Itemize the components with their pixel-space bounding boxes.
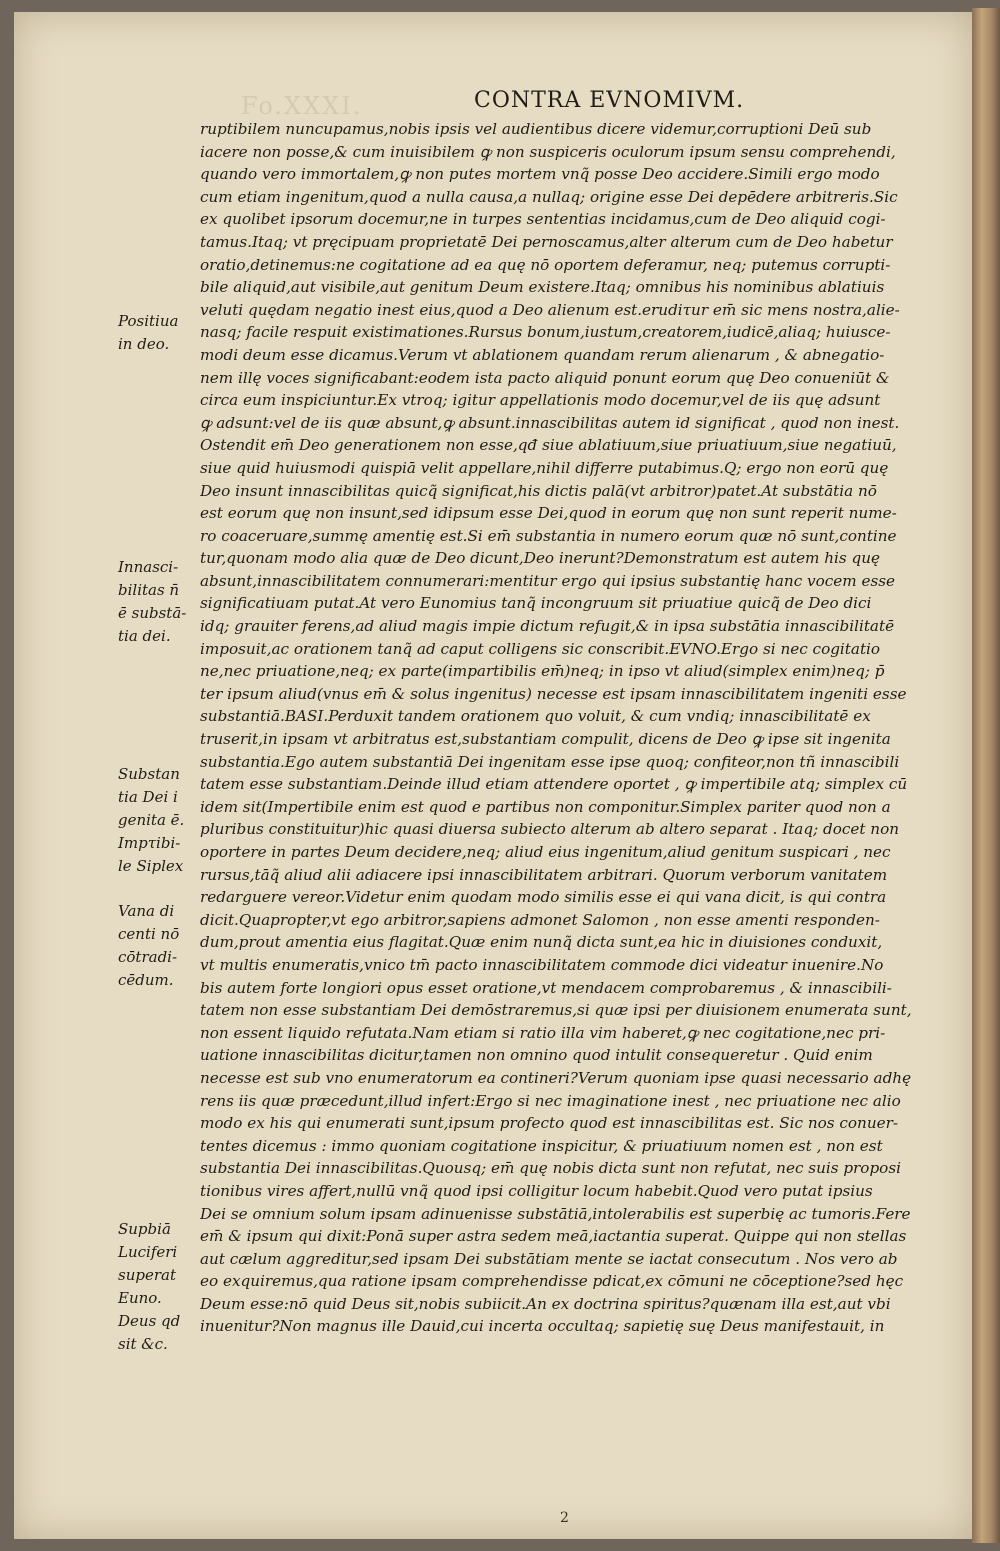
text-line: modi deum esse dicamus.Verum vt ablationem quandam rerum alienarum , & abnegatio-: [200, 345, 885, 364]
text-line: dum,prout amentia eius flagitat.Quæ enim nunq̃ dicta sunt,ea hic in diuisiones conduxit,: [200, 933, 883, 952]
marginal-note-line: in deo.: [118, 335, 170, 353]
marginal-note-line: Luciferi: [118, 1243, 178, 1261]
show-through-folio: Fo.XXXI.: [241, 92, 363, 120]
marginal-note-innascibilitas: [118, 556, 210, 648]
text-line: substantia.Ego autem substantiā Dei ingenitam esse ipse quoq; confiteor,non tñ innascibili: [200, 752, 900, 771]
text-line: tatem esse substantiam.Deinde illud etiam attendere oportet , ꝙ impertibile atq; simplex cū: [200, 775, 908, 794]
text-line: circa eum inspiciuntur.Ex vtroq; igitur appellationis modo docemur,vel de iis quę adsunt: [200, 391, 881, 410]
text-line: ter ipsum aliud(vnus em̄ & solus ingenitus) necesse est ipsam innascibilitatem ingeniti esse: [200, 684, 907, 703]
text-line: uatione innascibilitas dicitur,tamen non omnino quod intulit consequeretur . Quid enim: [200, 1046, 873, 1065]
marginal-note-line: centi nō: [118, 925, 180, 943]
text-line: inuenitur?Non magnus ille Dauid,cui incerta occultaq; sapietię suę Deus manifestauit, in: [200, 1317, 885, 1336]
text-line: bile aliquid,aut visibile,aut genitum Deum existere.Itaq; omnibus his nominibus ablatiuis: [200, 278, 885, 297]
text-line: ne,nec priuatione,neq; ex parte(impartibilis em̄)neq; in ipso vt aliud(simplex enim)neq; p̄: [200, 662, 885, 681]
text-line: ex quolibet ipsorum docemur,ne in turpes sententias incidamus,cum de Deo aliquid cogi-: [200, 210, 886, 229]
marginal-note-line: ē substā-: [118, 604, 187, 622]
text-line: redarguere vereor.Videtur enim quodam modo similis esse ei qui vana dicit, is qui contra: [200, 888, 887, 907]
text-line: tamus.Itaq; vt pręcipuam proprietatē Dei pernoscamus,alter alterum cum de Deo habetur: [200, 232, 893, 251]
text-line: imposuit,ac orationem tanq̃ ad caput colligens sic conscribit.EVNO.Ergo si nec cogitatio: [200, 639, 881, 658]
marginal-note-line: Substan: [118, 765, 180, 783]
text-line: tur,quonam modo alia quæ de Deo dicunt,Deo inerunt?Demonstratum est autem his quę: [200, 549, 881, 568]
text-line: Dei se omnium solum ipsam adinuenisse substātiā,intolerabilis est superbię ac tumoris.Fere: [200, 1204, 911, 1223]
text-line: truserit,in ipsam vt arbitratus est,substantiam compulit, dicens de Deo ꝙ ipse sit ingenita: [200, 730, 891, 749]
marginal-note-vana: [118, 900, 210, 992]
text-line: bis autem forte longiori opus esset oratione,vt mendacem comprobaremus , & innascibili-: [200, 978, 892, 997]
marginal-note-line: Impτibi-: [118, 834, 181, 852]
text-line: aut cælum aggreditur,sed ipsam Dei substātiam mente se iactat consecutum . Nos vero ab: [200, 1249, 898, 1268]
text-line: dicit.Quapropter,vt ego arbitror,sapiens admonet Salomon , non esse amenti responden-: [200, 910, 880, 929]
text-line: eo exquiremus,qua ratione ipsam comprehendisse pdicat,ex cōmuni ne cōceptione?sed hęc: [200, 1272, 904, 1291]
text-line: oportere in partes Deum decidere,neq; aliud eius ingenitum,aliud genitum suspicari , nec: [200, 843, 891, 861]
text-line: oratio,detinemus:ne cogitatione ad ea quę nō oporteт deferamur, neq; putemus corrupti-: [200, 255, 891, 274]
signature-mark: 2: [560, 1510, 569, 1526]
marginal-note-line: Deus qd: [118, 1312, 181, 1330]
marginal-note-line: tia Dei i: [118, 788, 178, 806]
marginal-note-line: sit &c.: [118, 1335, 168, 1353]
marginal-note-line: cēdum.: [118, 971, 174, 989]
text-line: idq; grauiter ferens,ad aliud magis impie dictum refugit,& in ipsa substātia innascibilitatē: [200, 617, 895, 636]
text-line: substantiā.BASI.Perduxit tandem orationem quo voluit, & cum vndiq; innascibilitatē ex: [200, 707, 871, 726]
text-line: non essent liquido refutata.Nam etiam si ratio illa vim haberet,ꝙ nec cogitatione,nec pri-: [200, 1023, 886, 1042]
text-line: quando vero immortalem,ꝙ non putes mortem vnq̃ posse Deo accidere.Simili ergo modo: [200, 165, 880, 184]
marginal-note-line: tia dei.: [118, 627, 171, 645]
text-line: rursus,tāq̃ aliud alii adiacere ipsi innascibilitatem arbitrari. Quorum verborum vanitatem: [200, 865, 888, 884]
text-line: modo ex his qui enumerati sunt,ipsum profecto quod est innascibilitas est. Sic nos conuer-: [200, 1114, 898, 1133]
marginal-note-line: superat: [118, 1266, 176, 1284]
text-line: cum etiam ingenitum,quod a nulla causa,a nullaq; origine esse Dei depēdere arbitreris.Sic: [200, 187, 898, 206]
running-head: CONTRA EVNOMIVM.: [474, 88, 745, 113]
text-line: significatiuam putat.At vero Eunomius tanq̃ incongruum sit priuatiue quicq̃ de Deo dici: [200, 594, 872, 613]
marginal-note-line: Positiua: [118, 312, 179, 330]
text-line: tatem non esse substantiam Dei demōstraremus,si quæ ipsi per diuisionem enumerata sunt,: [200, 1001, 912, 1020]
text-line: em̄ & ipsum qui dixit:Ponā super astra sedem meā,iactantia superat. Quippe qui non stellas: [200, 1227, 907, 1246]
text-line: substantia Dei innascibilitas.Quousq; em̄ quę nobis dicta sunt non refutat, nec suis proposi: [200, 1159, 901, 1178]
book-page-edge: [972, 8, 1000, 1543]
marginal-note-line: cōtradi-: [118, 948, 178, 966]
text-line: Deo insunt innascibilitas quicq̃ significat,his dictis palā(vt arbitror)patet.At substātia nō: [200, 481, 877, 500]
text-line: idem sit(Impertibile enim est quod e partibus non componitur.Simplex pariter quod non a: [200, 797, 891, 816]
marginal-note-line: Vana di: [118, 902, 175, 920]
marginal-note-line: le Siplex: [118, 857, 184, 875]
text-line: Deum esse:nō quid Deus sit,nobis subiicit.An ex doctrina spiritus?quænam illa est,aut vbi: [200, 1294, 891, 1313]
text-line: ruptibilem nuncupamus,nobis ipsis vel audientibus dicere videmur,corruptioni Deū sub: [200, 120, 872, 138]
marginal-note-superbia: [118, 1218, 210, 1356]
text-line: veluti quędam negatio inest eius,quod a Deo alienum est.erudiτur em̄ sic mens nostra,alie-: [200, 300, 900, 319]
marginal-note-substantia: [118, 763, 210, 878]
text-line: iacere non posse,& cum inuisibilem ꝙ non suspiceris oculorum ipsum sensu comprehendi,: [200, 142, 896, 161]
marginal-note-line: genita ē.: [118, 811, 185, 829]
text-line: necesse est sub vno enumeratorum ea contineri?Verum quoniam ipse quasi necessario adhę: [200, 1068, 912, 1087]
text-line: vt multis enumeratis,vnico tm̄ pacto innascibilitatem commode dici videatur inuenire.No: [200, 955, 884, 974]
marginal-note-line: bilitas n̄: [118, 581, 180, 599]
text-line: ro coaceruare,summę amentię est.Si em̄ substantia in numero eorum quæ nō sunt,contine: [200, 526, 897, 545]
marginal-note-line: Innasci-: [118, 558, 179, 576]
text-line: nem illę voces significabant:eodem ista pacto aliquid ponunt eorum quę Deo conueniūt &: [200, 368, 890, 387]
text-line: pluribus constituitur)hic quasi diuersa subiecto alterum ab altero separat . Itaq; docet non: [200, 820, 900, 839]
text-line: tionibus vires affert,nullū vnq̃ quod ipsi colligitur locum habebit.Quod vero putat ipsius: [200, 1181, 873, 1200]
text-line: tentes dicemus : immo quoniam cogitatione inspicitur, & priuatiuum nomen est , non est: [200, 1136, 883, 1155]
marginal-note-positiua: [118, 310, 210, 356]
marginal-note-line: Euno.: [118, 1289, 162, 1307]
text-line: ꝙ adsunt:vel de iis quæ absunt,ꝙ absunt.innascibilitas autem id significat , quod non inest.: [200, 413, 900, 432]
text-line: est eorum quę non insunt,sed idipsum esse Dei,quod in eorum quę non sunt reperit nume-: [200, 504, 897, 523]
text-line: nasq; facile respuit existimationes.Rursus bonum,iustum,creatorem,iudicē,aliaq; huiusce-: [200, 323, 891, 342]
marginal-note-line: Supbiā: [118, 1220, 171, 1238]
text-line: Ostendit em̄ Deo generationem non esse,qđ siue ablatiuum,siue priuatiuum,siue negatiuū,: [200, 436, 897, 455]
text-line: absunt,innascibilitatem connumerari:mentitur ergo qui ipsius substantię hanc vocem esse: [200, 571, 896, 590]
text-line: siue quid huiusmodi quispiā velit appellare,nihil differre putabimus.Q; ergo non eorū quę: [200, 458, 889, 477]
main-text-block: [200, 118, 948, 1338]
text-line: rens iis quæ præcedunt,illud infert:Ergo si nec imaginatione inest , nec priuatione nec alio: [200, 1091, 901, 1110]
